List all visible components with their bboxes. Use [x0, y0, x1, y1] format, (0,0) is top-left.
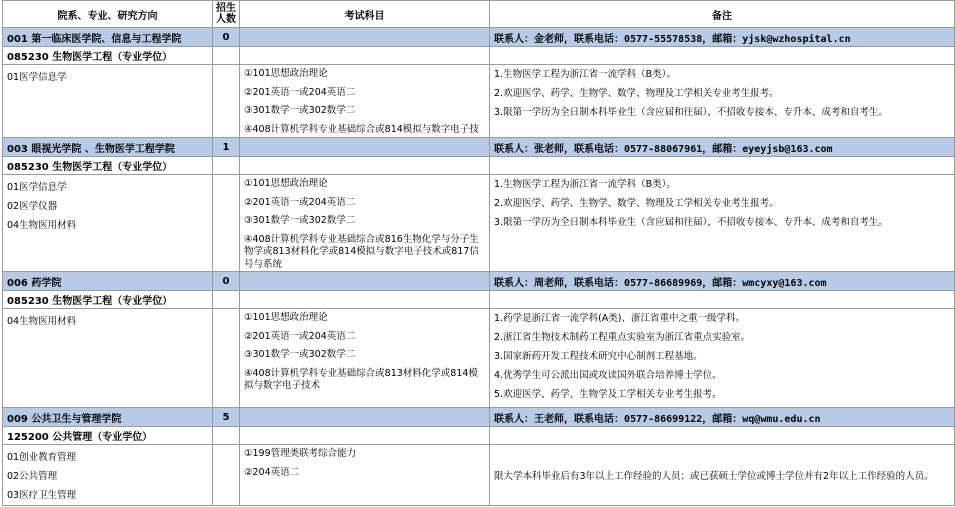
- major-row: [3, 47, 955, 65]
- subject-item: ②201英语一或204英语二: [244, 196, 356, 208]
- major-row: [3, 291, 955, 309]
- direction-cell: [3, 309, 213, 408]
- subjects-cell: [240, 175, 490, 272]
- header-subjects: 考试科目: [240, 1, 490, 28]
- direction-item: 03医疗卫生管理: [7, 490, 77, 501]
- subject-item: ①101思想政治理论: [244, 312, 328, 323]
- note-item: 2.欢迎医学、药学、生物学、数学、物理及工学相关专业考生报考。: [494, 198, 779, 209]
- notes-cell: [490, 309, 955, 408]
- subject-item: ①199管理类联考综合能力: [244, 448, 357, 459]
- admissions-table: [2, 0, 955, 506]
- college-subjects-empty: [240, 408, 490, 427]
- college-count: 1: [213, 138, 240, 157]
- college-subjects-empty: [240, 28, 490, 47]
- note-item: 限大学本科毕业后有3年以上工作经验的人员；或已获硕士学位或博士学位并有2年以上工作经验的人员。: [494, 471, 934, 482]
- note-item: 2.浙江省生物技术制药工程重点实验室为浙江省重点实验室。: [494, 332, 751, 343]
- note-item: 1.药学是浙江省一流学科(A类)、浙江省重中之重一级学科。: [494, 313, 745, 324]
- direction-item: 04生物医用材料: [7, 316, 77, 327]
- header-enrollment: 招生人数: [213, 1, 240, 28]
- detail-row: [3, 309, 955, 408]
- college-contact: 联系人：周老师，联系电话：0577-86689969，邮箱：wmcyxy@163.com: [490, 272, 955, 291]
- college-contact: 联系人：张老师，联系电话：0577-88067961，邮箱：eyeyjsb@163.com: [490, 138, 955, 157]
- note-item: 1.生物医学工程为浙江省一流学科（B类）。: [494, 69, 676, 80]
- direction-item: 02医学仪器: [7, 201, 58, 212]
- major-name: 125200 公共管理（专业学位）: [3, 427, 213, 445]
- college-row-001: [3, 28, 955, 47]
- college-count: 0: [213, 28, 240, 47]
- college-contact: 联系人：王老师，联系电话：0577-86699122，邮箱：wq@wmu.edu.cn: [490, 408, 955, 427]
- subject-item: ④408计算机学科专业基础综合或813材料化学或814模拟与数字电子技术: [244, 367, 478, 391]
- direction-item: 04生物医用材料: [7, 220, 77, 231]
- college-subjects-empty: [240, 138, 490, 157]
- college-count: 0: [213, 272, 240, 291]
- subject-item: ③301数学一或302数学二: [244, 349, 356, 360]
- major-row: [3, 157, 955, 175]
- college-name: 003 眼视光学院 、生物医学工程学院: [3, 138, 213, 157]
- major-row: [3, 427, 955, 445]
- subject-item: ①101思想政治理论: [244, 178, 328, 189]
- subject-item: ③301数学一或302数学二: [244, 215, 356, 226]
- note-item: 1.生物医学工程为浙江省一流学科（B类）。: [494, 179, 676, 190]
- college-count: 5: [213, 408, 240, 427]
- college-name: 009 公共卫生与管理学院: [3, 408, 213, 427]
- subjects-cell: [240, 65, 490, 138]
- notes-cell: [490, 175, 955, 272]
- subject-item: ④408计算机学科专业基础综合或816生物化学与分子生物学或813材料化学或814模拟与数字电子技术或817信号与系统: [244, 233, 479, 270]
- note-item: 3.国家新药开发工程技术研究中心制剂工程基地。: [494, 351, 703, 362]
- subject-item: ①101思想政治理论: [244, 68, 328, 79]
- college-row-003: [3, 138, 955, 157]
- college-row-006: [3, 272, 955, 291]
- college-subjects-empty: [240, 272, 490, 291]
- major-name: 085230 生物医学工程（专业学位）: [3, 47, 213, 65]
- direction-cell: [3, 65, 213, 138]
- notes-cell: [490, 65, 955, 138]
- subject-item: ④408计算机学科专业基础综合或814模拟与数字电子技: [244, 123, 479, 135]
- subjects-cell: [240, 445, 490, 506]
- subject-item: ②204英语二: [244, 466, 300, 478]
- subject-item: ③301数学一或302数学二: [244, 105, 356, 116]
- direction-cell: [3, 175, 213, 272]
- subjects-cell: [240, 309, 490, 408]
- header-notes: 备注: [490, 1, 955, 28]
- detail-row: [3, 445, 955, 506]
- major-name: 085230 生物医学工程（专业学位）: [3, 291, 213, 309]
- direction-cell: [3, 445, 213, 506]
- college-name: 006 药学院: [3, 272, 213, 291]
- college-row-009: [3, 408, 955, 427]
- college-contact: 联系人：金老师，联系电话：0577-55578538，邮箱：yjsk@wzhospital.cn: [490, 28, 955, 47]
- subject-item: ②201英语一或204英语二: [244, 86, 356, 98]
- header-department: 院系、专业、研究方向: [3, 1, 213, 28]
- college-name: 001 第一临床医学院、信息与工程学院: [3, 28, 213, 47]
- header-row: [3, 1, 955, 28]
- note-item: 2.欢迎医学、药学、生物学、数学、物理及工学相关专业考生报考。: [494, 88, 779, 99]
- direction-item: 01医学信息学: [7, 72, 67, 83]
- detail-row: [3, 175, 955, 272]
- direction-item: 02公共管理: [7, 471, 58, 482]
- direction-item: 01创业教育管理: [7, 452, 77, 463]
- note-item: 4.优秀学生可公派出国或攻读国外联合培养博士学位。: [494, 370, 722, 381]
- note-item: 3.限第一学历为全日制本科毕业生（含应届和往届），不招收专接本、专升本、成考和自考生。: [494, 107, 888, 118]
- notes-cell: [490, 445, 955, 506]
- major-name: 085230 生物医学工程（专业学位）: [3, 157, 213, 175]
- detail-row: [3, 65, 955, 138]
- subject-item: ②201英语一或204英语二: [244, 330, 356, 342]
- note-item: 5.欢迎医学、药学、生物学及工学相关专业考生报考。: [494, 389, 722, 400]
- note-item: 3.限第一学历为全日制本科毕业生（含应届和往届），不招收专接本、专升本、成考和自考生。: [494, 217, 888, 228]
- direction-item: 01医学信息学: [7, 182, 67, 193]
